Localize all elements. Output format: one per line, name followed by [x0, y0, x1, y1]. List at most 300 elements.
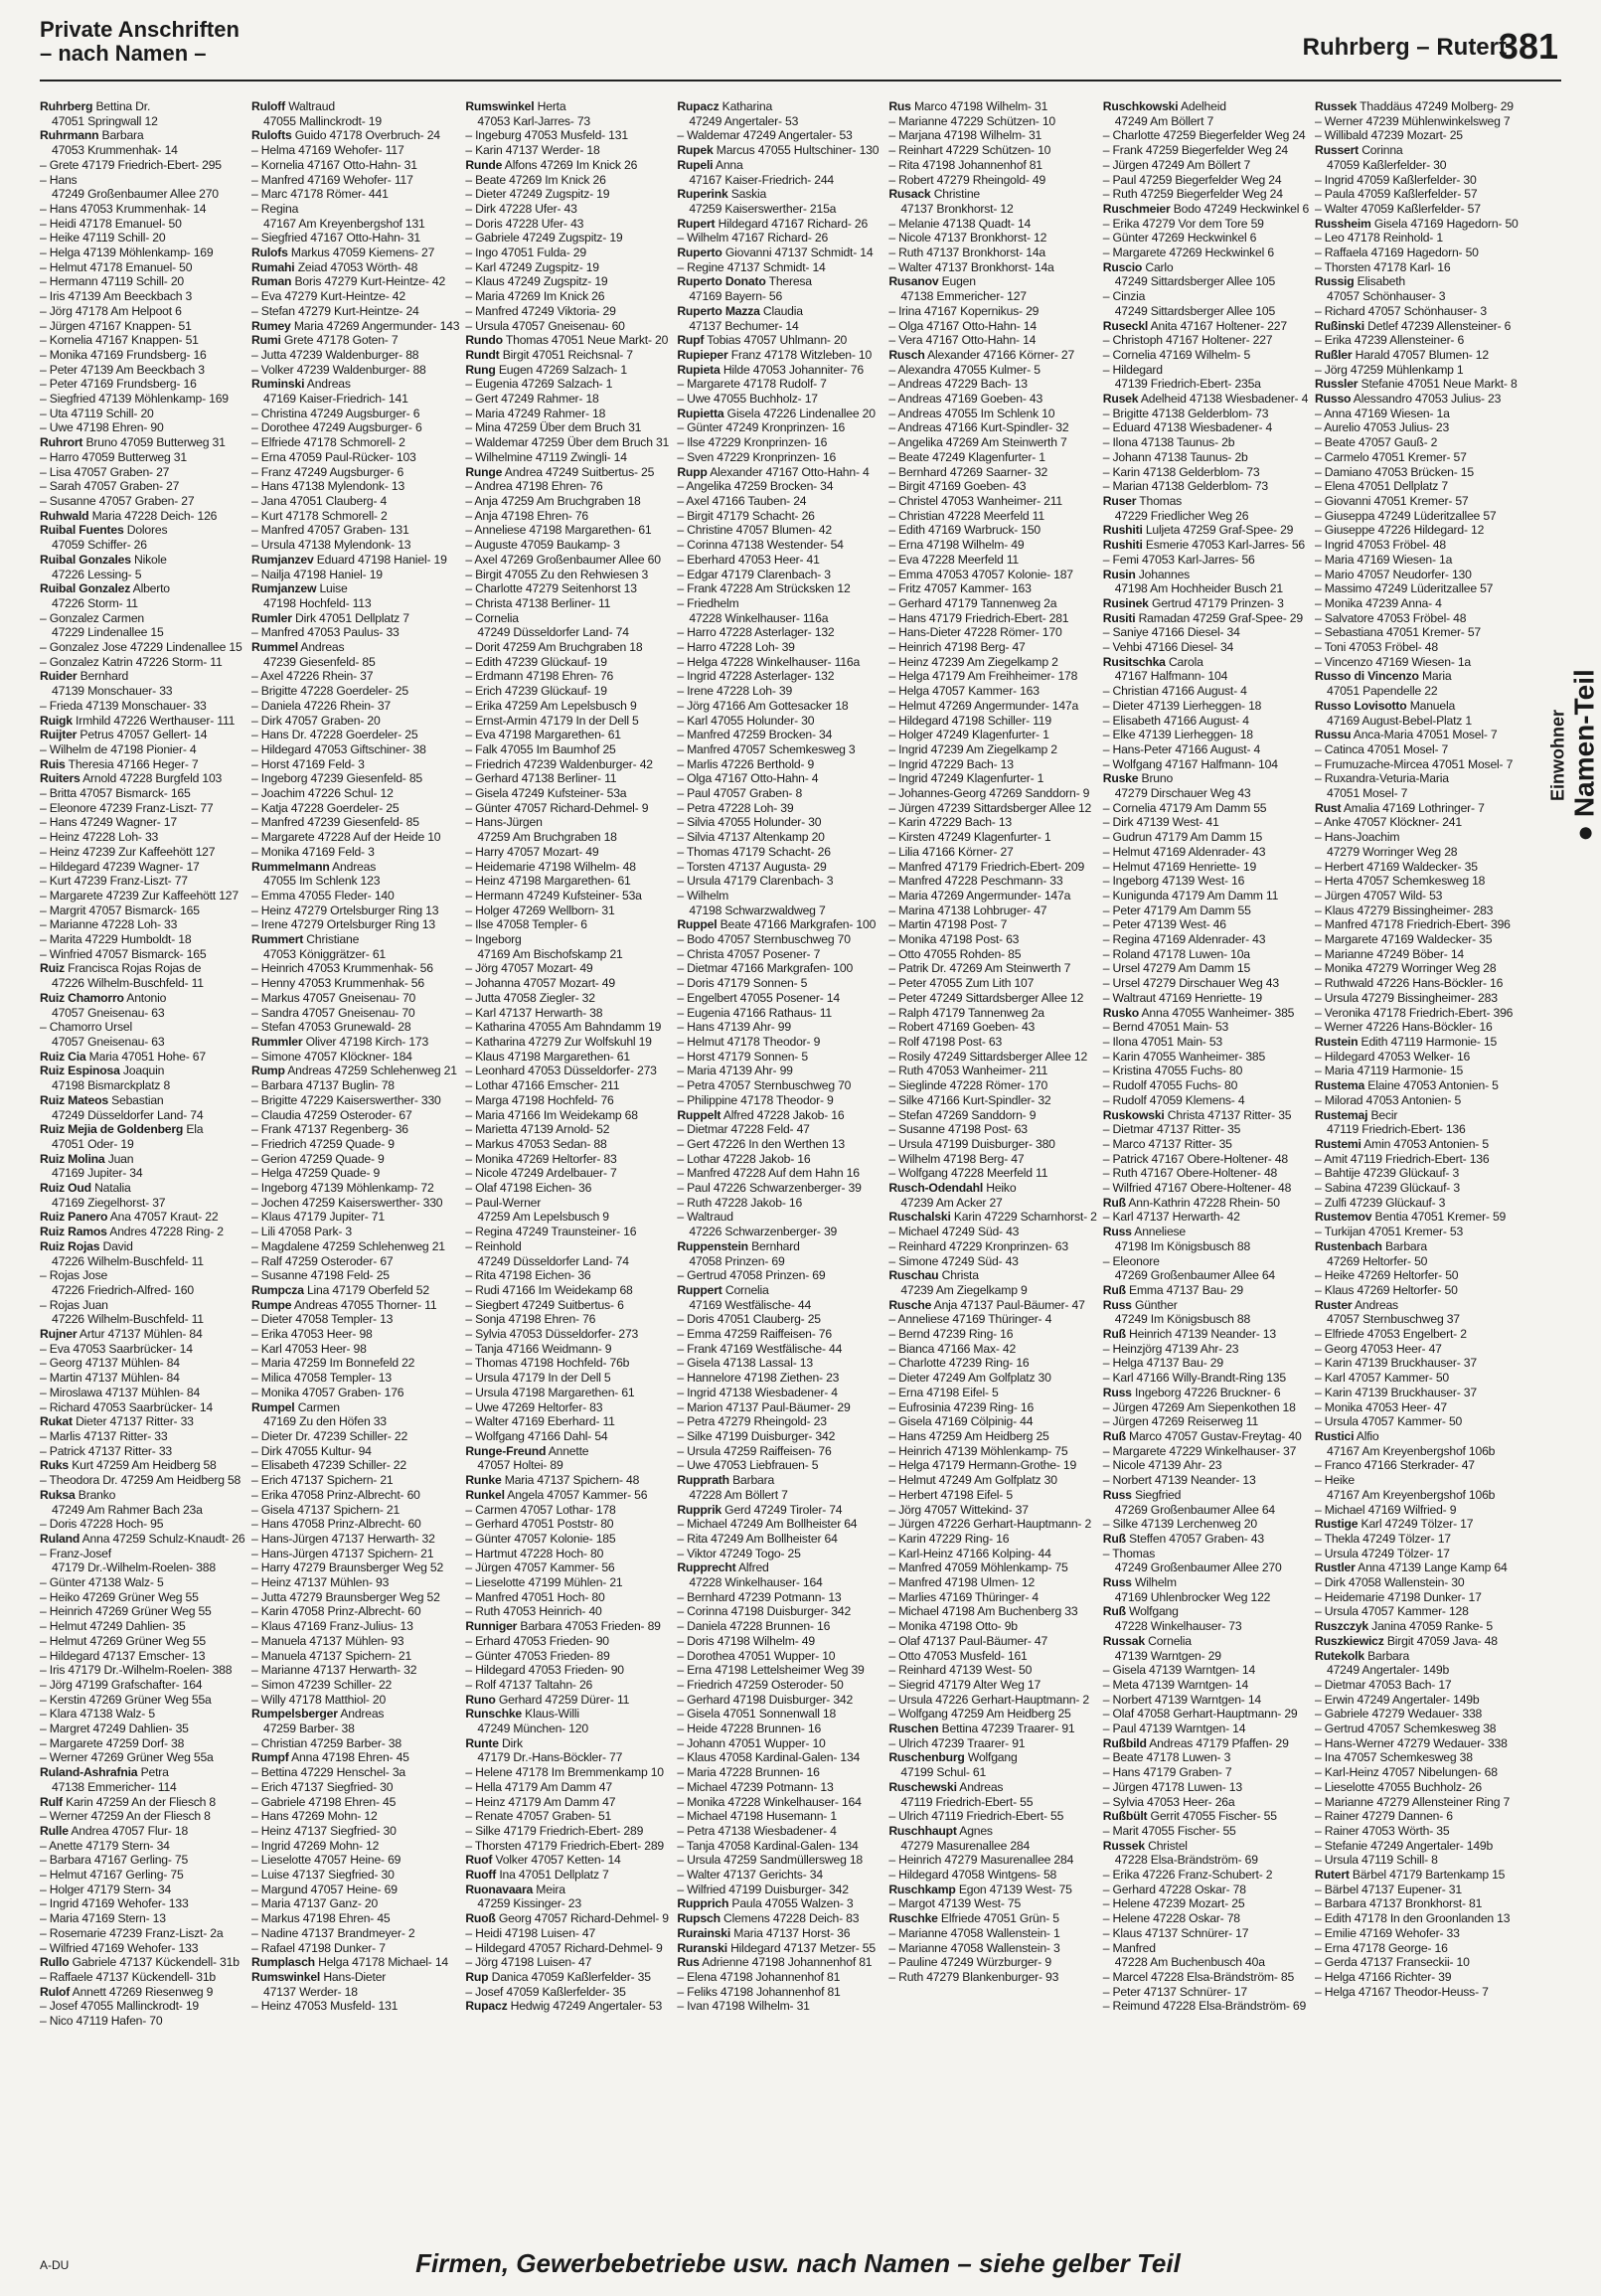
entry-text: – Dietmar 47166 Markgrafen- 100	[677, 961, 854, 976]
directory-entry	[40, 479, 245, 494]
directory-entry	[1315, 1429, 1521, 1444]
directory-entry	[1315, 684, 1521, 699]
entry-text: – Cornelia 47169 Wilhelm- 5	[1102, 347, 1251, 362]
directory-entry	[465, 1853, 671, 1868]
directory-entry	[40, 1371, 245, 1386]
entry-text: – Dirk 47228 Ufer- 43	[465, 201, 577, 216]
entry-text: – Birgit 47169 Goeben- 43	[888, 479, 1027, 494]
entry-text: – Birgit 47055 Zu den Rehwiesen 3	[465, 567, 649, 581]
entry-text: – Carmelo 47051 Kremer- 57	[1315, 449, 1467, 464]
directory-entry	[251, 187, 459, 202]
directory-entry	[1315, 1678, 1521, 1693]
directory-entry	[251, 1225, 459, 1239]
directory-entry	[677, 889, 882, 903]
directory-entry	[251, 1458, 459, 1473]
entry-text: – Hildegard	[1102, 362, 1163, 377]
directory-entry	[888, 260, 1096, 275]
entry-text: 47226 Schwarzenberger- 39	[689, 1225, 838, 1239]
directory-entry	[465, 1122, 671, 1137]
entry-surname: Ruibal Gonzalez	[40, 581, 131, 596]
entry-text: – Christoph 47167 Holtener- 227	[1102, 333, 1273, 348]
directory-entry	[888, 1166, 1096, 1181]
entry-text: – Michael 47249 Süd- 43	[888, 1225, 1020, 1239]
directory-entry	[1103, 1210, 1309, 1225]
directory-entry	[1315, 742, 1521, 757]
directory-entry	[465, 1941, 671, 1956]
entry-text: – Lieselotte 47057 Heine- 69	[251, 1853, 401, 1868]
entry-text: – Angelika 47269 Am Steinwerth 7	[888, 435, 1067, 450]
entry-text: – Bodo 47057 Sternbuschweg 70	[677, 932, 851, 947]
entry-text: – Ruth 47279 Blankenburger- 93	[888, 1970, 1059, 1984]
directory-entry	[1103, 1604, 1309, 1619]
entry-text: – Hans-Jürgen 47137 Spichern- 21	[251, 1546, 434, 1560]
entry-text: Maria 47269 Angermunder- 143	[293, 318, 460, 333]
directory-entry	[888, 1955, 1096, 1970]
entry-text: – Maria 47166 Im Weidekamp 68	[465, 1107, 638, 1122]
entry-text: – Maria 47269 Angermunder- 147a	[888, 888, 1071, 902]
directory-entry	[40, 1152, 245, 1167]
entry-text: – Heinzjörg 47139 Ahr- 23	[1102, 1341, 1239, 1356]
directory-entry	[40, 742, 245, 757]
entry-text: Gerd 47249 Tiroler- 74	[724, 1502, 843, 1517]
entry-text: Andreas 47259 Schlehenweg 21	[287, 1064, 457, 1078]
directory-entry	[251, 596, 459, 611]
directory-entry	[1103, 1780, 1309, 1795]
entry-text: – Eva 47279 Kurt-Heintze- 42	[251, 289, 405, 304]
entry-text: – Ursel 47279 Am Damm 15	[1102, 961, 1251, 976]
entry-surname: Rumpe	[251, 1297, 292, 1312]
entry-text: – Ingrid 47228 Asterlager- 132	[677, 669, 835, 684]
entry-text: – Brigitte 47138 Gelderblom- 73	[1102, 406, 1269, 420]
entry-surname: Runke	[465, 1473, 502, 1488]
directory-entry	[465, 874, 671, 889]
directory-entry	[40, 1166, 245, 1181]
directory-entry	[1103, 669, 1309, 684]
directory-entry	[1103, 1503, 1309, 1518]
entry-text: Eugen 47269 Salzach- 1	[498, 362, 627, 377]
entry-text: – Barbara 47137 Buglin- 78	[251, 1078, 395, 1093]
directory-entry	[40, 1604, 245, 1619]
entry-text: – Christa 47138 Berliner- 11	[465, 595, 611, 610]
directory-entry	[251, 581, 459, 596]
entry-text: – Heidemarie 47198 Dunker- 17	[1315, 1589, 1482, 1604]
directory-entry	[251, 1093, 459, 1108]
directory-entry	[40, 1575, 245, 1590]
directory-entry	[251, 523, 459, 538]
directory-entry	[251, 1122, 459, 1137]
entry-text: – Ralf 47259 Osteroder- 67	[251, 1253, 394, 1268]
directory-entry	[40, 815, 245, 830]
entry-surname: Runniger	[465, 1619, 518, 1634]
entry-text: Boris 47279 Kurt-Heintze- 42	[294, 274, 446, 289]
directory-entry	[251, 874, 459, 889]
entry-text: – Charlotte 47259 Biegerfelder Weg 24	[1102, 128, 1306, 143]
entry-text: – Hildegard 47053 Giftschiner- 38	[251, 741, 426, 756]
directory-entry	[40, 786, 245, 801]
directory-entry	[1103, 1999, 1309, 2014]
directory-entry	[677, 771, 882, 786]
directory-entry	[40, 1678, 245, 1693]
directory-entry	[1315, 319, 1521, 334]
entry-text: Adelheid	[1180, 99, 1226, 113]
directory-entry	[888, 143, 1096, 158]
directory-entry	[677, 173, 882, 188]
directory-entry	[40, 1970, 245, 1985]
directory-entry	[677, 274, 882, 289]
entry-text: – Dietmar 47137 Ritter- 35	[1102, 1122, 1241, 1137]
directory-entry	[465, 377, 671, 392]
directory-entry	[1103, 1634, 1309, 1649]
entry-text: – Reinhard 47229 Kronprinzen- 63	[888, 1238, 1068, 1253]
directory-entry	[1315, 1268, 1521, 1283]
entry-surname: Ruperink	[677, 187, 728, 202]
entry-text: – Elke 47139 Lierheggen- 18	[1102, 728, 1253, 742]
directory-entry	[1315, 1108, 1521, 1123]
entry-text: – Ursula 47259 Raiffeisen- 76	[677, 1443, 832, 1458]
entry-text: Danica 47059 Kaßlerfelder- 35	[491, 1970, 651, 1984]
directory-entry	[1315, 363, 1521, 378]
entry-text: – Olaf 47137 Paul-Bäumer- 47	[888, 1633, 1048, 1648]
directory-entry	[465, 640, 671, 655]
directory-entry	[677, 669, 882, 684]
directory-entry	[251, 786, 459, 801]
entry-surname: Ruiz Mateos	[40, 1092, 108, 1107]
directory-entry	[1315, 1196, 1521, 1211]
entry-text: – Wilhelm	[677, 888, 729, 902]
entry-text: – Kurt 47239 Franz-Liszt- 77	[40, 874, 188, 889]
directory-entry	[1315, 611, 1521, 626]
directory-entry	[1103, 1444, 1309, 1459]
entry-text: Artur 47137 Mühlen- 84	[79, 1327, 203, 1342]
entry-text: – Heidemarie 47198 Wilhelm- 48	[465, 859, 636, 874]
entry-surname: Rupacz	[677, 99, 720, 113]
entry-text: – Raffaele 47137 Kückendell- 31b	[40, 1970, 217, 1984]
entry-text: – Dieter 47139 Lierheggen- 18	[1102, 698, 1262, 713]
directory-entry	[888, 435, 1096, 450]
entry-text: – Bernhard 47239 Potmann- 13	[677, 1589, 842, 1604]
entry-surname: Rumler	[251, 610, 292, 625]
directory-entry	[1315, 1210, 1521, 1225]
directory-entry	[1103, 932, 1309, 947]
directory-entry	[251, 860, 459, 875]
entry-text: – Helma 47169 Wehofer- 117	[251, 143, 404, 158]
entry-text: – Frank 47169 Westfälische- 44	[677, 1341, 843, 1356]
directory-entry	[251, 1634, 459, 1649]
entry-text: Hildegard 47167 Richard- 26	[718, 216, 869, 231]
entry-text: Heinrich 47139 Neander- 13	[1129, 1327, 1276, 1342]
directory-entry	[888, 158, 1096, 173]
directory-column	[677, 99, 882, 2236]
entry-text: – Heiko 47269 Grüner Weg 55	[40, 1589, 199, 1604]
entry-text: – Andreas 47169 Goeben- 43	[888, 392, 1043, 407]
directory-entry	[1103, 377, 1309, 392]
directory-entry	[40, 435, 245, 450]
entry-text: – Brigitte 47229 Kaiserswerther- 330	[251, 1092, 441, 1107]
directory-entry	[677, 479, 882, 494]
directory-entry	[1103, 435, 1309, 450]
directory-entry	[888, 187, 1096, 202]
directory-entry	[465, 1035, 671, 1050]
entry-text: – Uwe 47269 Heltorfer- 83	[465, 1399, 603, 1414]
entry-text: Bernhard	[80, 669, 129, 684]
entry-text: – Helmut 47169 Aldenrader- 43	[1102, 844, 1266, 859]
entry-text: Anna 47139 Lange Kamp 64	[1358, 1560, 1508, 1575]
directory-entry	[677, 1444, 882, 1459]
entry-surname: Rummel	[251, 640, 298, 655]
entry-text: – Eleonore 47239 Franz-Liszt- 77	[40, 800, 214, 815]
entry-text: – Heinz 47179 Am Damm 47	[465, 1794, 616, 1809]
entry-text: – Horst 47169 Feld- 3	[251, 756, 365, 771]
directory-entry	[40, 538, 245, 553]
entry-text: – Thomas 47198 Hochfeld- 76b	[465, 1356, 630, 1371]
entry-text: – Gonzalez Carmen	[40, 610, 144, 625]
directory-entry	[1103, 173, 1309, 188]
entry-surname: Ruoff	[465, 1868, 497, 1883]
entry-text: – Jörg 47057 Wittekind- 37	[888, 1502, 1029, 1517]
directory-entry	[1315, 1400, 1521, 1415]
entry-text: – Helga 47137 Bau- 29	[1102, 1356, 1223, 1371]
entry-text: – Nicole 47249 Ardelbauer- 7	[465, 1166, 617, 1181]
entry-text: – Cinzia	[1102, 289, 1146, 304]
entry-text: – Karin 47138 Gelderblom- 73	[1102, 464, 1260, 479]
directory-entry	[251, 728, 459, 742]
entry-text: – Frieda 47139 Monschauer- 33	[40, 698, 207, 713]
directory-entry	[677, 1722, 882, 1736]
directory-entry	[677, 450, 882, 465]
directory-entry	[888, 699, 1096, 714]
entry-text: – Ursula 47199 Duisburger- 380	[888, 1136, 1055, 1151]
entry-text: Luise	[319, 581, 348, 596]
directory-entry	[1103, 465, 1309, 480]
entry-text: – Helmut 47249 Dahlien- 35	[40, 1619, 186, 1634]
directory-entry	[1315, 392, 1521, 407]
directory-entry	[888, 1181, 1096, 1196]
directory-entry	[1103, 1488, 1309, 1503]
directory-entry	[1103, 202, 1309, 217]
entry-text: – Holger 47179 Stern- 34	[40, 1882, 172, 1896]
entry-text: – Doris 47198 Wilhelm- 49	[677, 1633, 815, 1648]
entry-text: Bentia 47051 Kremer- 59	[1374, 1210, 1507, 1225]
entry-surname: Rußbült	[1102, 1809, 1148, 1824]
directory-entry	[888, 1137, 1096, 1152]
entry-text: – Klaus 47249 Zugspitz- 19	[465, 274, 608, 289]
entry-text: Juan	[107, 1151, 134, 1166]
directory-entry	[465, 407, 671, 421]
directory-entry	[465, 1386, 671, 1400]
directory-entry	[465, 1239, 671, 1254]
entry-text: – Helga 47179 Hermann-Grothe- 19	[888, 1458, 1077, 1473]
entry-text: – Manfred 47239 Giesenfeld- 85	[251, 815, 419, 830]
entry-surname: Ruksa	[40, 1487, 76, 1502]
directory-entry	[465, 1166, 671, 1181]
directory-entry	[465, 1663, 671, 1678]
directory-entry	[40, 1736, 245, 1751]
directory-entry	[1103, 1166, 1309, 1181]
entry-text: – Toni 47053 Fröbel- 48	[1315, 640, 1438, 655]
entry-surname: Runge	[465, 464, 503, 479]
directory-entry	[251, 757, 459, 772]
entry-text: – Bernd 47051 Main- 53	[1102, 1020, 1229, 1035]
entry-text: – Olga 47167 Otto-Hahn- 4	[677, 771, 819, 786]
directory-entry	[1315, 830, 1521, 845]
entry-text: – Eugenia 47269 Salzach- 1	[465, 377, 613, 392]
entry-text: Anneliese	[1134, 1225, 1186, 1239]
directory-entry	[1103, 742, 1309, 757]
entry-text: – Petra 47279 Rheingold- 23	[677, 1414, 827, 1429]
entry-text: – Harry 47279 Braunsberger Weg 52	[251, 1560, 444, 1575]
directory-entry	[40, 947, 245, 962]
entry-text: – Erna 47178 George- 16	[1315, 1940, 1448, 1955]
entry-text: – Olaf 47058 Gerhart-Hauptmann- 29	[1102, 1707, 1298, 1722]
directory-entry	[465, 917, 671, 932]
entry-text: – Gerhard 47051 Poststr- 80	[465, 1517, 614, 1532]
directory-entry	[40, 1254, 245, 1269]
directory-entry	[677, 1736, 882, 1751]
directory-entry	[40, 961, 245, 976]
entry-surname: Rukat	[40, 1414, 73, 1429]
entry-text: 47169 Jupiter- 34	[52, 1166, 143, 1181]
entry-text: Maria 47228 Deich- 126	[91, 508, 218, 523]
directory-entry	[40, 1707, 245, 1722]
directory-entry	[251, 289, 459, 304]
directory-entry	[40, 1006, 245, 1021]
directory-entry	[1103, 874, 1309, 889]
entry-text: – Ursula 47249 Tölzer- 17	[1315, 1546, 1450, 1560]
directory-entry	[1315, 961, 1521, 976]
entry-text: Helga 47178 Michael- 14	[318, 1955, 448, 1970]
entry-surname: Ruperto Donato	[677, 274, 766, 289]
entry-surname: Rust	[1315, 800, 1342, 815]
directory-entry	[888, 830, 1096, 845]
entry-surname: Rushiti	[1102, 523, 1143, 538]
entry-text: – Catinca 47051 Mosel- 7	[1315, 741, 1449, 756]
directory-entry	[251, 1108, 459, 1123]
directory-entry	[465, 1473, 671, 1488]
directory-entry	[40, 1634, 245, 1649]
directory-entry	[888, 1911, 1096, 1926]
directory-entry	[40, 991, 245, 1006]
directory-entry	[465, 348, 671, 363]
directory-entry	[677, 1883, 882, 1897]
entry-surname: Ruske	[1102, 771, 1139, 786]
entry-text: – Helga 47166 Richter- 39	[1315, 1970, 1452, 1984]
header-rule	[40, 80, 1561, 82]
directory-entry	[251, 114, 459, 129]
directory-entry	[465, 553, 671, 568]
entry-text: – Eduard 47138 Wiesbadener- 4	[1102, 420, 1273, 435]
entry-text: Dirk	[502, 1735, 523, 1750]
directory-entry	[251, 830, 459, 845]
directory-entry	[465, 1196, 671, 1211]
entry-text: – Marit 47055 Fischer- 55	[1102, 1823, 1236, 1838]
entry-surname: Ruschau	[888, 1268, 939, 1283]
directory-entry	[40, 1955, 245, 1970]
directory-entry	[1103, 158, 1309, 173]
entry-text: – Eva 47228 Meerfeld 11	[888, 552, 1020, 567]
entry-text: – Elfriede 47053 Engelbert- 2	[1315, 1327, 1467, 1342]
entry-text: – Karl 47055 Holunder- 30	[677, 713, 815, 728]
page-number: 381	[1498, 26, 1558, 67]
entry-text: – Theodora Dr. 47259 Am Heidberg 58	[40, 1473, 241, 1488]
directory-entry	[40, 581, 245, 596]
entry-text: – Maria 47169 Stern- 13	[40, 1911, 166, 1926]
directory-entry	[1315, 1590, 1521, 1605]
entry-text: – Edith 47239 Glückauf- 19	[465, 654, 607, 669]
directory-entry	[40, 1122, 245, 1137]
entry-text: – Marlis 47226 Berthold- 9	[677, 756, 815, 771]
entry-text: – Regina 47249 Traunsteiner- 16	[465, 1225, 637, 1239]
directory-entry	[677, 1575, 882, 1590]
entry-surname: Ruskowski	[1102, 1107, 1165, 1122]
entry-text: – Rojas Jose	[40, 1268, 108, 1283]
entry-text: – Christian 47259 Barber- 38	[251, 1735, 401, 1750]
entry-text: – Erich 47137 Siegfried- 30	[251, 1779, 394, 1794]
entry-surname: Ruiz Panero	[40, 1210, 108, 1225]
entry-text: – Simone 47249 Süd- 43	[888, 1253, 1019, 1268]
directory-entry	[251, 1386, 459, 1400]
entry-text: – Dietmar 47228 Feld- 47	[677, 1122, 810, 1137]
directory-entry	[1315, 1035, 1521, 1050]
entry-text: – Ursula 47138 Mylendonk- 13	[251, 538, 411, 553]
entry-text: – Zulfi 47239 Glückauf- 3	[1315, 1195, 1446, 1210]
directory-entry	[1103, 1883, 1309, 1897]
entry-text: – Beate 47057 Gauß- 2	[1315, 435, 1438, 450]
entry-text: – Wilhelm 47167 Richard- 26	[677, 231, 829, 246]
entry-text: Andreas	[959, 1779, 1004, 1794]
entry-text: – Milorad 47053 Antonien- 5	[1315, 1092, 1462, 1107]
directory-entry	[677, 1356, 882, 1371]
entry-text: Bodo 47249 Heckwinkel 6	[1173, 201, 1310, 216]
entry-text: Barbara	[732, 1473, 775, 1488]
entry-text: – Helga 47259 Quade- 9	[251, 1166, 381, 1181]
entry-text: – Eberhard 47053 Heer- 41	[677, 552, 820, 567]
directory-entry	[1315, 1575, 1521, 1590]
directory-entry	[888, 1532, 1096, 1547]
directory-entry	[888, 1064, 1096, 1078]
directory-entry	[1315, 114, 1521, 129]
directory-entry	[40, 1283, 245, 1298]
directory-entry	[251, 1547, 459, 1561]
directory-entry	[888, 128, 1096, 143]
entry-text: – Heinz 47239 Zur Kaffeehött 127	[40, 844, 216, 859]
entry-text: – Regina 47169 Aldenrader- 43	[1102, 932, 1266, 947]
directory-entry	[888, 961, 1096, 976]
directory-entry	[1103, 1955, 1309, 1970]
entry-text: – Karl 47137 Herwarth- 42	[1102, 1210, 1240, 1225]
entry-text: – Günter 47269 Heckwinkel 6	[1102, 231, 1257, 246]
directory-entry	[251, 1911, 459, 1926]
directory-entry	[251, 1604, 459, 1619]
directory-entry	[1315, 1458, 1521, 1473]
entry-text: – Doris 47228 Ufer- 43	[465, 216, 584, 231]
entry-text: – Bärbel 47137 Eupener- 31	[1315, 1882, 1462, 1896]
entry-text: Alfons 47269 Im Knick 26	[504, 157, 638, 172]
entry-text: – Marion 47137 Paul-Bäumer- 29	[677, 1399, 851, 1414]
entry-text: – Heinrich 47269 Grüner Weg 55	[40, 1604, 212, 1619]
entry-surname: Ruschewski	[888, 1779, 957, 1794]
entry-text: – Elfriede 47178 Schmorell- 2	[251, 435, 405, 450]
entry-text: – Hartmut 47228 Hoch- 80	[465, 1546, 604, 1560]
entry-text: – Ursel 47279 Dirschauer Weg 43	[1102, 976, 1279, 991]
entry-text: Guido 47178 Overbruch- 24	[294, 128, 440, 143]
directory-entry	[465, 1050, 671, 1065]
directory-entry	[251, 1896, 459, 1911]
directory-entry	[40, 99, 245, 114]
entry-text: 47139 Friedrich-Ebert- 235a	[1114, 377, 1261, 392]
entry-surname: Ruszczyk	[1315, 1619, 1368, 1634]
directory-entry	[677, 509, 882, 524]
entry-text: – Miroslawa 47137 Mühlen- 84	[40, 1385, 201, 1399]
